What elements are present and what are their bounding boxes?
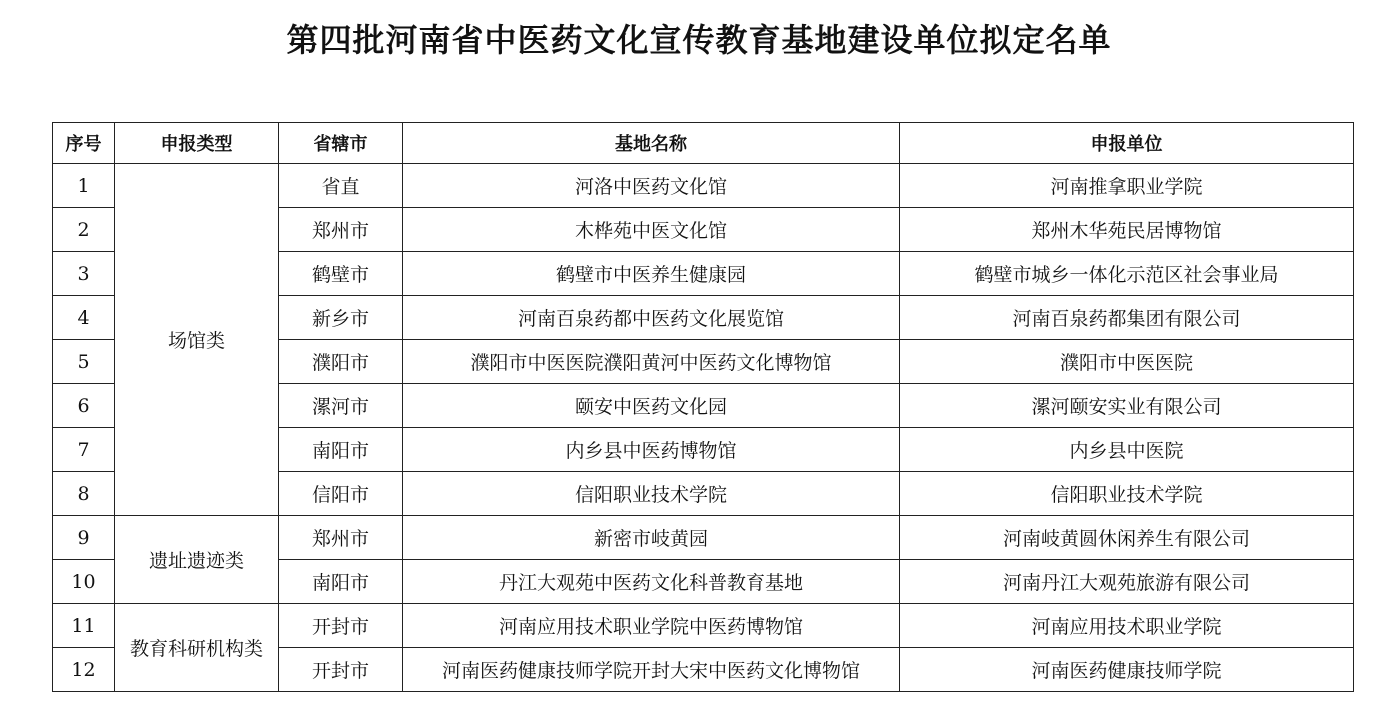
- page-title: 第四批河南省中医药文化宣传教育基地建设单位拟定名单: [286, 21, 1112, 59]
- row-type: 场馆类: [115, 164, 279, 516]
- row-index: 9: [53, 516, 115, 560]
- table-row: [53, 164, 1354, 208]
- row-unit: 内乡县中医院: [900, 428, 1354, 472]
- row-unit: 河南百泉药都集团有限公司: [900, 296, 1354, 340]
- row-base: 丹江大观苑中医药文化科普教育基地: [403, 560, 900, 604]
- list-table: [52, 122, 1354, 692]
- row-index: 3: [53, 252, 115, 296]
- row-city: 南阳市: [279, 428, 403, 472]
- row-index: 7: [53, 428, 115, 472]
- row-base: 新密市岐黄园: [403, 516, 900, 560]
- row-city: 开封市: [279, 648, 403, 692]
- row-index: 1: [53, 164, 115, 208]
- row-base: 濮阳市中医医院濮阳黄河中医药文化博物馆: [403, 340, 900, 384]
- row-city: 新乡市: [279, 296, 403, 340]
- row-city: 漯河市: [279, 384, 403, 428]
- row-index: 2: [53, 208, 115, 252]
- row-unit: 河南推拿职业学院: [900, 164, 1354, 208]
- row-base: 河南应用技术职业学院中医药博物馆: [403, 604, 900, 648]
- row-base: 内乡县中医药博物馆: [403, 428, 900, 472]
- row-city: 开封市: [279, 604, 403, 648]
- row-index: 12: [53, 648, 115, 692]
- row-unit: 郑州木华苑民居博物馆: [900, 208, 1354, 252]
- row-unit: 信阳职业技术学院: [900, 472, 1354, 516]
- row-index: 10: [53, 560, 115, 604]
- row-unit: 漯河颐安实业有限公司: [900, 384, 1354, 428]
- row-unit: 河南医药健康技师学院: [900, 648, 1354, 692]
- row-city: 鹤壁市: [279, 252, 403, 296]
- header-row: [53, 123, 1354, 164]
- row-base: 鹤壁市中医养生健康园: [403, 252, 900, 296]
- row-index: 4: [53, 296, 115, 340]
- row-unit: 鹤壁市城乡一体化示范区社会事业局: [900, 252, 1354, 296]
- row-index: 6: [53, 384, 115, 428]
- row-unit: 濮阳市中医医院: [900, 340, 1354, 384]
- row-base: 颐安中医药文化园: [403, 384, 900, 428]
- header-city: 省辖市: [279, 123, 403, 164]
- row-index: 8: [53, 472, 115, 516]
- header-index: 序号: [53, 123, 115, 164]
- row-city: 信阳市: [279, 472, 403, 516]
- row-base: 木桦苑中医文化馆: [403, 208, 900, 252]
- table-row: [53, 516, 1354, 560]
- row-base: 河南医药健康技师学院开封大宋中医药文化博物馆: [403, 648, 900, 692]
- row-city: 濮阳市: [279, 340, 403, 384]
- row-type: 遗址遗迹类: [115, 516, 279, 604]
- row-index: 11: [53, 604, 115, 648]
- row-city: 郑州市: [279, 516, 403, 560]
- header-type: 申报类型: [115, 123, 279, 164]
- row-unit: 河南应用技术职业学院: [900, 604, 1354, 648]
- row-unit: 河南丹江大观苑旅游有限公司: [900, 560, 1354, 604]
- row-type: 教育科研机构类: [115, 604, 279, 692]
- header-base: 基地名称: [403, 123, 900, 164]
- row-base: 河南百泉药都中医药文化展览馆: [403, 296, 900, 340]
- row-city: 郑州市: [279, 208, 403, 252]
- table-row: [53, 604, 1354, 648]
- row-city: 省直: [279, 164, 403, 208]
- row-city: 南阳市: [279, 560, 403, 604]
- row-base: 河洛中医药文化馆: [403, 164, 900, 208]
- row-index: 5: [53, 340, 115, 384]
- header-unit: 申报单位: [900, 123, 1354, 164]
- row-unit: 河南岐黄圆休闲养生有限公司: [900, 516, 1354, 560]
- row-base: 信阳职业技术学院: [403, 472, 900, 516]
